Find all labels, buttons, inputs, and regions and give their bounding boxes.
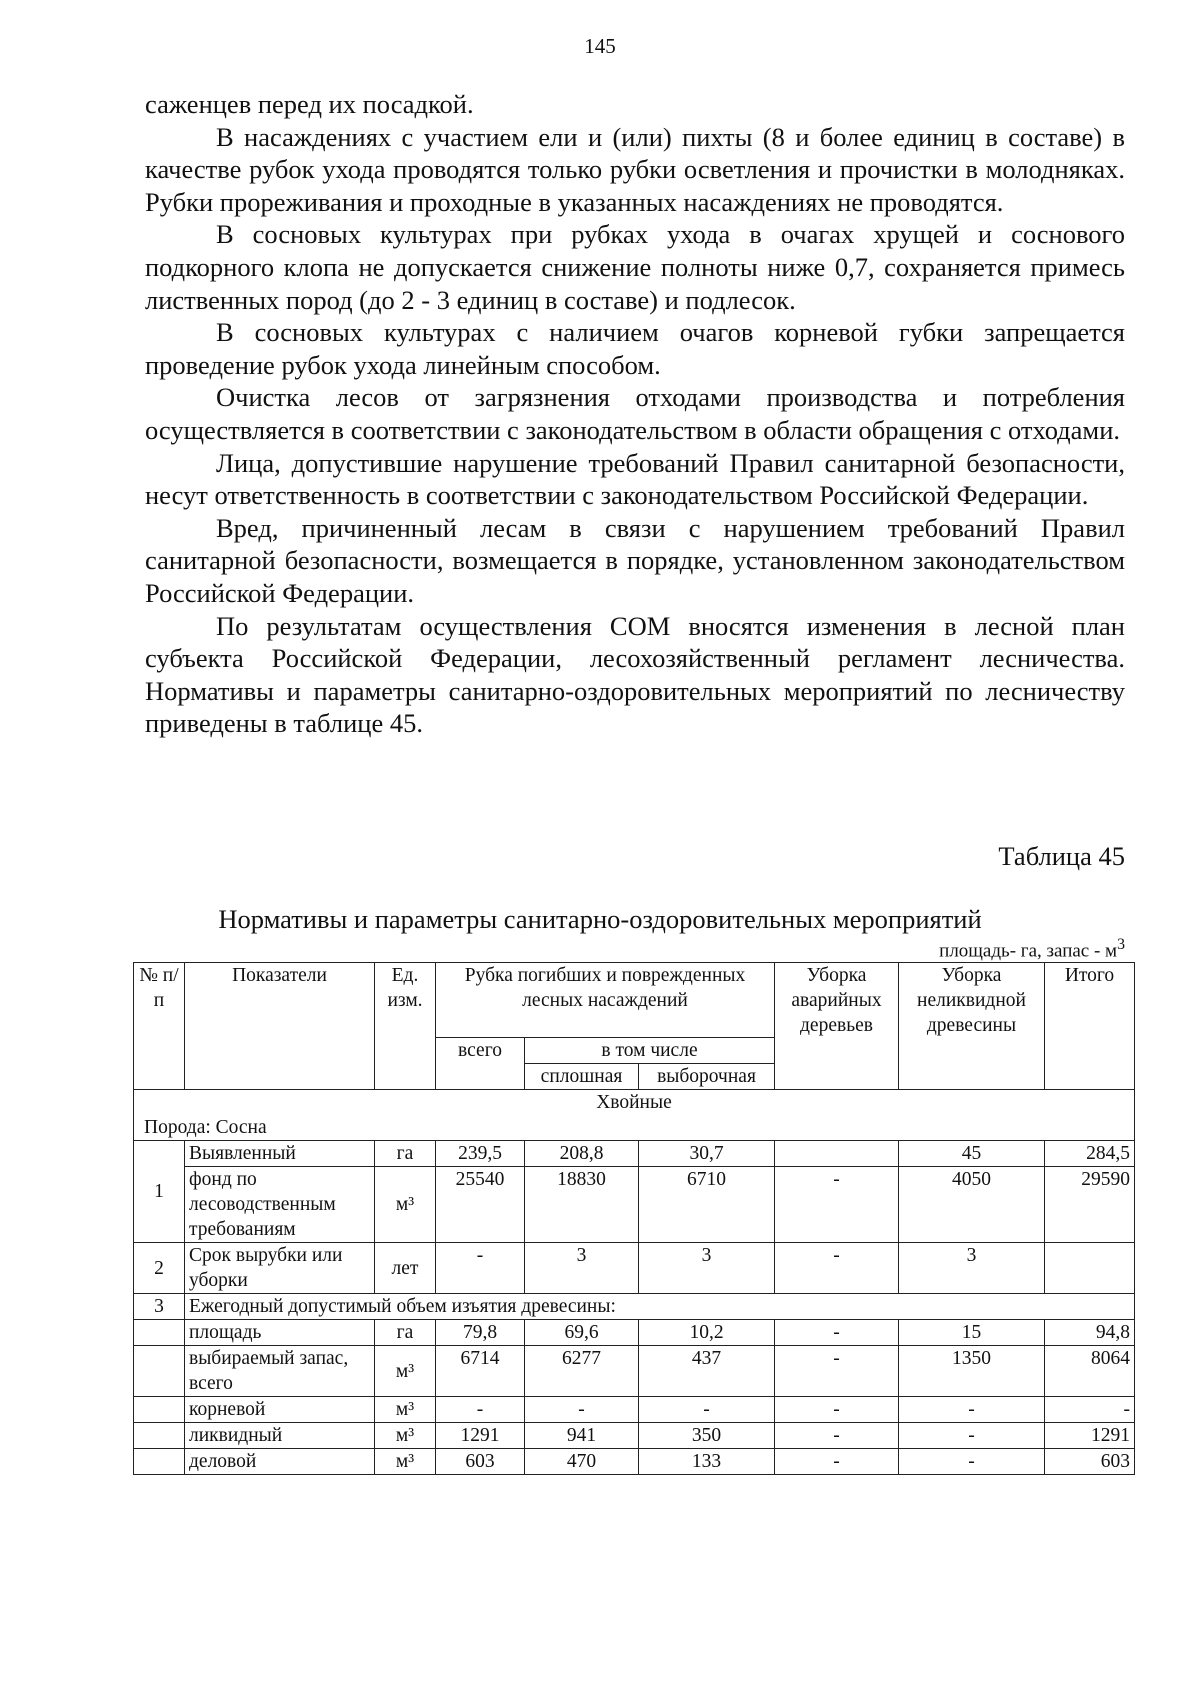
paragraph-1: В насаждениях с участием ели и (или) пихты (8 и более единиц в составе) в качестве рубок ухода проводятся только рубки осветления и прочистки в молодняках. Рубки прореживания и проходные в указанных насаждениях не проводятся.: [145, 121, 1125, 217]
paragraph-3: В сосновых культурах с наличием очагов корневой губки запрещается проведение рубок ухода линейным способом.: [145, 317, 1125, 380]
cell-clear: 208,8: [525, 1141, 639, 1167]
table-row: [134, 1320, 1135, 1346]
cell-illiquid: -: [899, 1449, 1045, 1475]
row-num: [134, 1449, 185, 1475]
cell-emergency: -: [775, 1449, 899, 1475]
row-unit: м³: [375, 1167, 436, 1243]
header-clear: сплошная: [525, 1064, 639, 1090]
cell-illiquid: 4050: [899, 1167, 1045, 1243]
cell-total: 1291: [1045, 1423, 1135, 1449]
cell-emergency: -: [775, 1320, 899, 1346]
section-label: Хвойные: [596, 1092, 672, 1113]
cell-selective: -: [639, 1397, 775, 1423]
cell-illiquid: -: [899, 1397, 1045, 1423]
row-num: [134, 1397, 185, 1423]
breed-label: Порода: Сосна: [144, 1117, 267, 1138]
row-label: Выявленный: [185, 1141, 375, 1167]
cell-selective: 30,7: [639, 1141, 775, 1167]
cell-emergency: -: [775, 1397, 899, 1423]
row-label: деловой: [185, 1449, 375, 1475]
table-row: [134, 1167, 1135, 1243]
body-text: [145, 88, 1125, 740]
paragraph-7: По результатам осуществления СОМ вносятся изменения в лесной план субъекта Российской Федерации, лесохозяйственный регламент лесничества. Нормативы и параметры санитарно-оздоровительных мероприятий по лесничеству приведены в таблице 45.: [145, 610, 1125, 739]
row-label: корневой: [185, 1397, 375, 1423]
cell-illiquid: 15: [899, 1320, 1045, 1346]
cell-emergency: -: [775, 1346, 899, 1397]
cell-all: 25540: [436, 1167, 525, 1243]
row-num: [134, 1346, 185, 1397]
header-emergency: Уборка аварийных деревьев: [775, 963, 899, 1090]
header-felling: Рубка погибших и поврежденных лесных насаждений: [436, 963, 775, 1038]
row-unit: м³: [375, 1449, 436, 1475]
cell-illiquid: 1350: [899, 1346, 1045, 1397]
header-illiquid: Уборка неликвидной древесины: [899, 963, 1045, 1090]
row-label-cont: фонд по лесоводственным требованиям: [185, 1167, 375, 1243]
cell-selective: 10,2: [639, 1320, 775, 1346]
cell-selective: 6710: [639, 1167, 775, 1243]
header-unit: Ед. изм.: [375, 963, 436, 1090]
cell-selective: 350: [639, 1423, 775, 1449]
cell-all: 6714: [436, 1346, 525, 1397]
row-num: [134, 1320, 185, 1346]
row-unit: лет: [375, 1243, 436, 1294]
header-indicators: Показатели: [185, 963, 375, 1090]
table-row: [134, 1423, 1135, 1449]
row-num: 1: [134, 1141, 185, 1243]
row-unit: м³: [375, 1423, 436, 1449]
units-note-text: площадь- га, запас - м: [939, 940, 1118, 962]
cell-clear: 3: [525, 1243, 639, 1294]
header-total-all: всего: [436, 1038, 525, 1090]
cell-emergency: -: [775, 1423, 899, 1449]
header-selective: выборочная: [639, 1064, 775, 1090]
standards-table: [133, 962, 1135, 1475]
cell-total: 94,8: [1045, 1320, 1135, 1346]
cell-total: 284,5: [1045, 1141, 1135, 1167]
row-num: 3: [134, 1294, 185, 1320]
row-num: [134, 1423, 185, 1449]
row-label: выбираемый запас, всего: [185, 1346, 375, 1397]
row-label: Срок вырубки или уборки: [185, 1243, 375, 1294]
section-row: [134, 1090, 1135, 1141]
row-unit: га: [375, 1320, 436, 1346]
cell-clear: 18830: [525, 1167, 639, 1243]
cell-emergency: -: [775, 1243, 899, 1294]
paragraph-6: Вред, причиненный лесам в связи с нарушением требований Правил санитарной безопасности, возмещается в порядке, установленном законодательством Российской Федерации.: [145, 512, 1125, 608]
cell-total: [1045, 1243, 1135, 1294]
cell-illiquid: -: [899, 1423, 1045, 1449]
paragraph-5: Лица, допустившие нарушение требований Правил санитарной безопасности, несут ответственность в соответствии с законодательством Российской Федерации.: [145, 447, 1125, 511]
cell-clear: 941: [525, 1423, 639, 1449]
row-unit: га: [375, 1141, 436, 1167]
cell-clear: -: [525, 1397, 639, 1423]
cell-total: 29590: [1045, 1167, 1135, 1243]
cell-clear: 470: [525, 1449, 639, 1475]
cell-all: 239,5: [436, 1141, 525, 1167]
cell-illiquid: 45: [899, 1141, 1045, 1167]
units-note: [939, 936, 1125, 962]
cell-all: -: [436, 1243, 525, 1294]
table-row: [134, 1346, 1135, 1397]
table-title: Нормативы и параметры санитарно-оздоровительных мероприятий: [218, 904, 982, 934]
paragraph-0: саженцев перед их посадкой.: [145, 89, 474, 119]
paragraph-4: Очистка лесов от загрязнения отходами производства и потребления осуществляется в соответствии с законодательством в области обращения с отходами.: [145, 382, 1125, 445]
row-unit: м³: [375, 1346, 436, 1397]
row-label: Ежегодный допустимый объем изъятия древесины:: [185, 1294, 1135, 1320]
cell-total: -: [1045, 1397, 1135, 1423]
cell-selective: 133: [639, 1449, 775, 1475]
row-label: площадь: [185, 1320, 375, 1346]
row-label: ликвидный: [185, 1423, 375, 1449]
table-row: [134, 1397, 1135, 1423]
header-num: № п/п: [134, 963, 185, 1090]
cell-selective: 3: [639, 1243, 775, 1294]
cell-all: 1291: [436, 1423, 525, 1449]
table-label: Таблица 45: [998, 841, 1125, 871]
cell-emergency: -: [775, 1167, 899, 1243]
row-unit: м³: [375, 1397, 436, 1423]
cell-total: 8064: [1045, 1346, 1135, 1397]
cell-clear: 69,6: [525, 1320, 639, 1346]
header-including: в том числе: [525, 1038, 775, 1064]
table-row: [134, 1294, 1135, 1320]
page-number: 145: [584, 34, 616, 58]
row-num: 2: [134, 1243, 185, 1294]
table-row: [134, 1449, 1135, 1475]
cell-illiquid: 3: [899, 1243, 1045, 1294]
cell-all: 603: [436, 1449, 525, 1475]
cell-emergency: [775, 1141, 899, 1167]
paragraph-2: В сосновых культурах при рубках ухода в очагах хрущей и соснового подкорного клопа не допускается снижение полноты ниже 0,7, сохраняется примесь лиственных пород (до 2 - 3 единиц в составе) и подлесок.: [145, 219, 1125, 315]
header-total: Итого: [1045, 963, 1135, 1090]
cell-selective: 437: [639, 1346, 775, 1397]
table-row: [134, 1141, 1135, 1167]
cell-all: 79,8: [436, 1320, 525, 1346]
units-note-sup: 3: [1117, 936, 1125, 953]
cell-total: 603: [1045, 1449, 1135, 1475]
table-row: [134, 1243, 1135, 1294]
cell-clear: 6277: [525, 1346, 639, 1397]
cell-all: -: [436, 1397, 525, 1423]
